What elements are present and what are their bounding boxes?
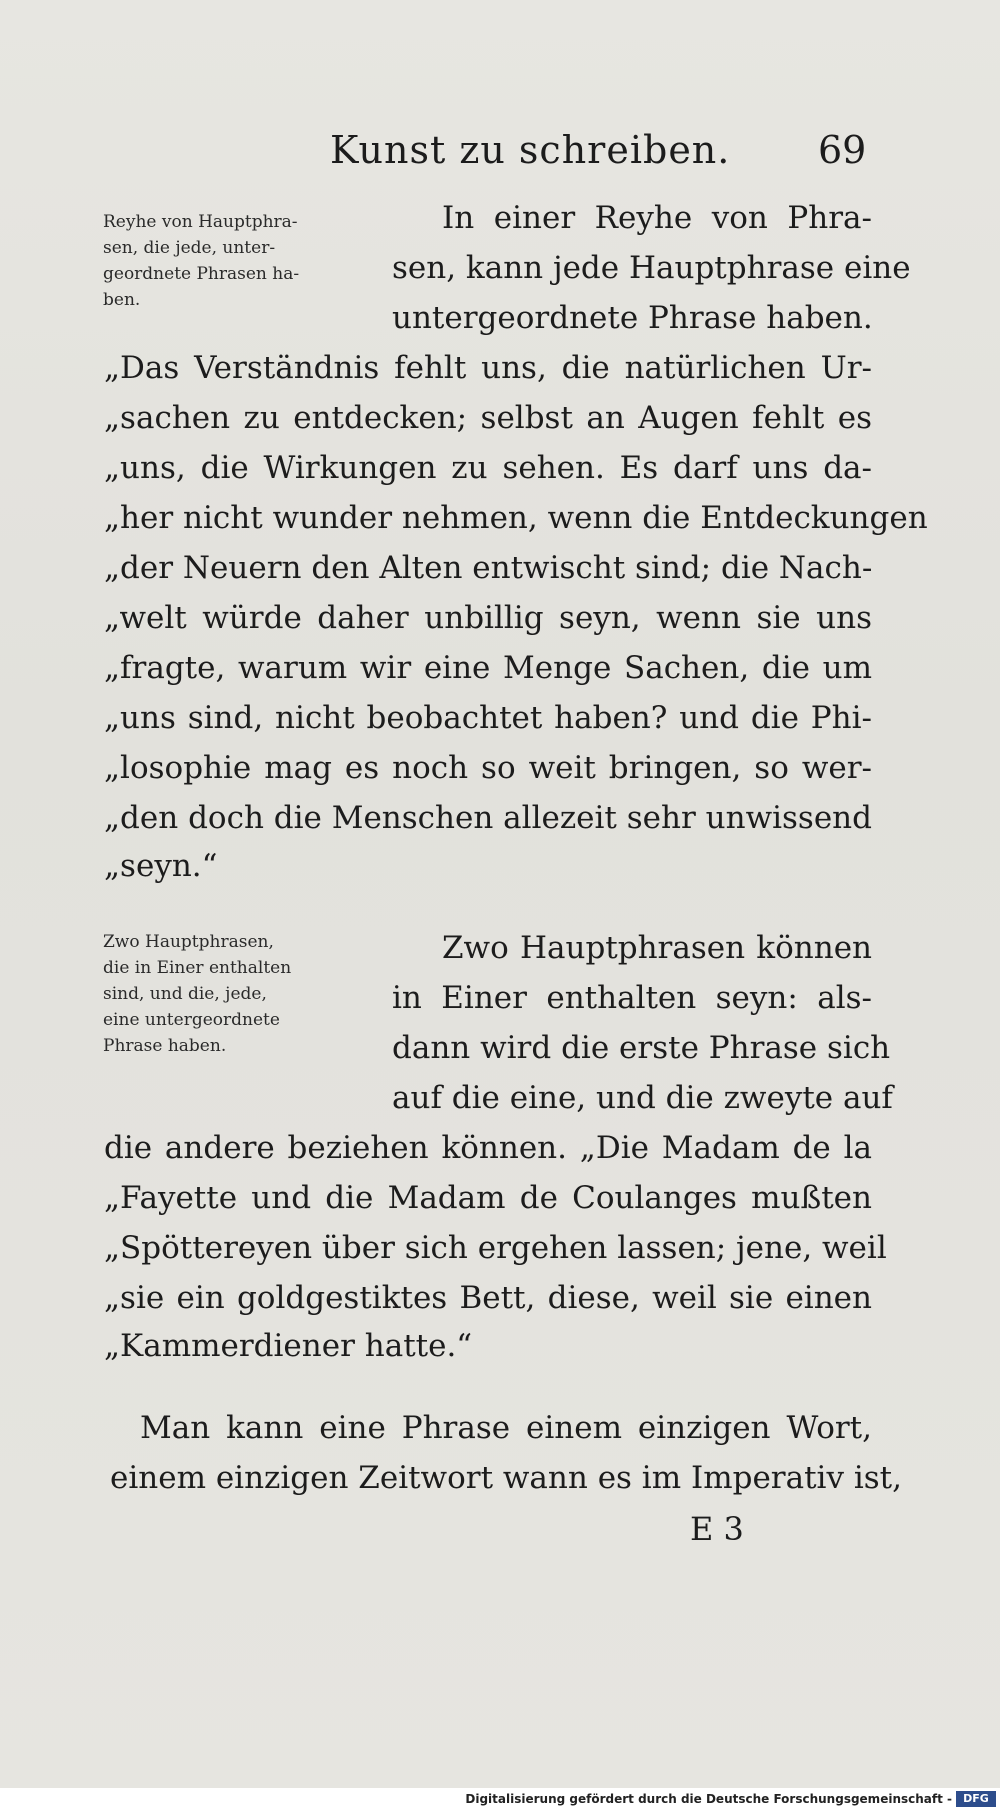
- side-note-line: die in Einer enthalten: [103, 958, 292, 978]
- side-note-line: ben.: [103, 290, 141, 310]
- text-line: dann wird die erste Phrase sich: [392, 1030, 891, 1066]
- text-line: „sie ein goldgestiktes Bett, diese, weil sie einen: [104, 1280, 872, 1316]
- text-line: „den doch die Menschen allezeit sehr unwissend: [104, 800, 872, 836]
- text-line: „her nicht wunder nehmen, wenn die Entdeckungen: [104, 500, 928, 536]
- footer-credit: Digitalisierung gefördert durch die Deutsche Forschungsgemeinschaft -: [465, 1792, 952, 1806]
- text-line: auf die eine, und die zweyte auf: [392, 1080, 893, 1116]
- text-line: „Das Verständnis fehlt uns, die natürlichen Ur-: [104, 350, 872, 386]
- text-line: „uns, die Wirkungen zu sehen. Es darf uns da-: [104, 450, 872, 486]
- text-line: Man kann eine Phrase einem einzigen Wort,: [140, 1410, 872, 1446]
- text-line: In einer Reyhe von Phra-: [442, 200, 872, 236]
- text-line: „seyn.“: [104, 848, 218, 884]
- text-line: „fragte, warum wir eine Menge Sachen, die um: [104, 650, 872, 686]
- text-line: in Einer enthalten seyn: als-: [392, 980, 872, 1016]
- page-number: 69: [818, 128, 867, 172]
- side-note-line: eine untergeordnete: [103, 1010, 280, 1030]
- text-line: „Kammerdiener hatte.“: [104, 1328, 473, 1364]
- text-line: „uns sind, nicht beobachtet haben? und die Phi-: [104, 700, 872, 736]
- page-header: [0, 128, 1000, 178]
- text-line: „der Neuern den Alten entwischt sind; die Nach-: [104, 550, 873, 586]
- side-note-line: sind, und die, jede,: [103, 984, 267, 1004]
- side-note-line: Zwo Hauptphrasen,: [103, 932, 274, 952]
- signature-mark: E 3: [690, 1510, 744, 1548]
- side-note-line: sen, die jede, unter-: [103, 238, 276, 258]
- side-note-line: Phrase haben.: [103, 1036, 227, 1056]
- side-note-line: Reyhe von Hauptphra-: [103, 212, 298, 232]
- text-line: „welt würde daher unbillig seyn, wenn sie uns: [104, 600, 872, 636]
- side-note-line: geordnete Phrasen ha-: [103, 264, 300, 284]
- text-line: „losophie mag es noch so weit bringen, so wer-: [104, 750, 872, 786]
- text-line: einem einzigen Zeitwort wann es im Imperativ ist,: [110, 1460, 902, 1496]
- text-line: „Fayette und die Madam de Coulanges mußten: [104, 1180, 872, 1216]
- digitization-footer: [0, 1788, 1000, 1811]
- text-line: die andere beziehen können. „Die Madam de la: [104, 1130, 872, 1166]
- text-line: „Spöttereyen über sich ergehen lassen; jene, weil: [104, 1230, 887, 1266]
- dfg-logo: DFG: [956, 1791, 996, 1807]
- text-line: „sachen zu entdecken; selbst an Augen fehlt es: [104, 400, 872, 436]
- text-line: untergeordnete Phrase haben.: [392, 300, 873, 336]
- running-title: Kunst zu schreiben.: [330, 128, 731, 172]
- text-line: sen, kann jede Hauptphrase eine: [392, 250, 911, 286]
- text-line: Zwo Hauptphrasen können: [442, 930, 872, 966]
